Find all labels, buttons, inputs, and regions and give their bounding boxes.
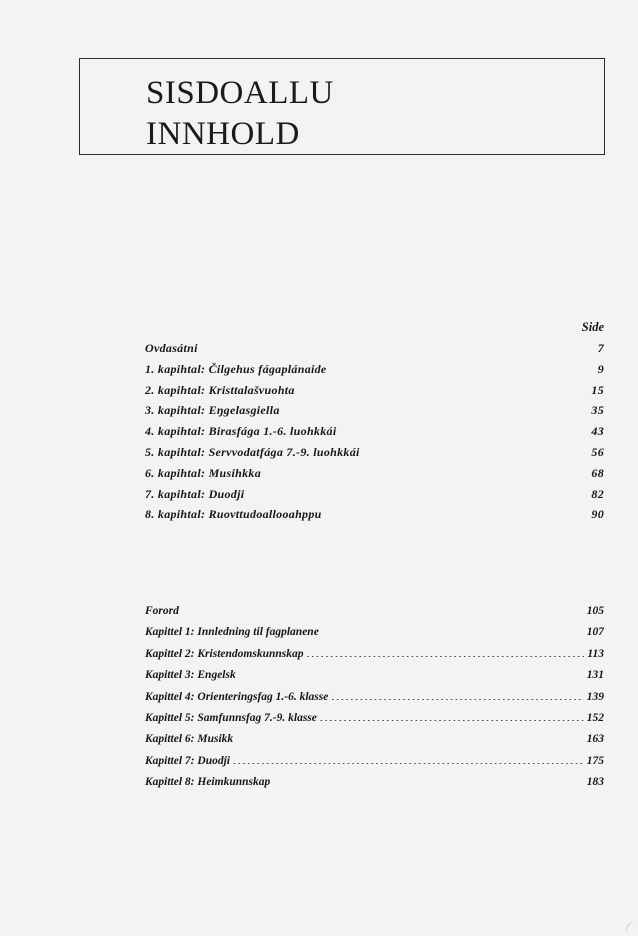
toc-norwegian (145, 601, 604, 794)
toc-entry-page: 35 (591, 403, 604, 418)
toc-entry-page: 113 (587, 647, 604, 660)
toc-entry (145, 665, 604, 686)
toc-entry-title: Ovdasátni (145, 341, 198, 355)
toc-entry-title: Kapittel 8: Heimkunnskap (145, 776, 271, 789)
toc-entry (145, 463, 604, 484)
toc-entry-page: 7 (597, 341, 604, 355)
toc-entry (145, 338, 604, 359)
toc-entry (145, 421, 604, 442)
toc-entry (145, 380, 604, 401)
toc-entry (145, 359, 604, 380)
toc-entry-title: 7. kapihtal: Duodji (145, 486, 245, 501)
title-sami: SISDOALLU (146, 75, 334, 111)
toc-entry-page: 107 (586, 626, 604, 639)
toc-entry-page: 175 (586, 754, 604, 767)
toc-entry-title: 8. kapihtal: Ruovttudoallooahppu (145, 507, 322, 522)
toc-entry-title: Kapittel 1: Innledning til fagplanene (145, 626, 319, 639)
toc-entry-page: 105 (586, 605, 604, 617)
toc-entry-page: 9 (597, 361, 604, 376)
toc-entry (145, 687, 604, 708)
dot-leader (331, 688, 583, 700)
toc-entry-title: Kapittel 2: Kristendomskunnskap (145, 647, 304, 660)
toc-entry-page: 131 (586, 669, 604, 682)
toc-entry (145, 751, 604, 772)
toc-entry (145, 400, 604, 421)
toc-entry-title: 5. kapihtal: Servvodatfága 7.-9. luohkkái (145, 444, 360, 459)
toc-entry-title: Kapittel 6: Musikk (145, 733, 234, 746)
dot-leader (239, 667, 584, 679)
dot-leader (236, 731, 584, 743)
toc-entry-page: 139 (586, 690, 604, 703)
toc-entry (145, 601, 604, 622)
toc-entry-title: Kapittel 7: Duodji (145, 754, 230, 767)
dot-leader (330, 361, 587, 373)
toc-entry (145, 729, 604, 750)
toc-entry (145, 772, 604, 793)
toc-entry-title: 4. kapihtal: Birasfága 1.-6. luohkkái (145, 424, 337, 439)
toc-entry-page: 163 (586, 733, 604, 746)
dot-leader (201, 340, 587, 352)
toc-entry-page: 82 (591, 486, 604, 501)
dot-leader (363, 444, 587, 456)
toc-entry-page: 15 (591, 382, 604, 397)
toc-entry-page: 90 (591, 507, 604, 522)
toc-entry (145, 504, 604, 525)
toc-entry (145, 442, 604, 463)
toc-entry (145, 708, 604, 729)
dot-leader (325, 506, 587, 518)
toc-entry (145, 644, 604, 665)
toc-entry-title: Kapittel 3: Engelsk (145, 669, 236, 682)
toc-entry-title: Kapittel 4: Orienteringsfag 1.-6. klasse (145, 690, 329, 703)
dot-leader (306, 645, 584, 657)
toc-entry-title: Kapittel 5: Samfunnsfag 7.-9. klasse (145, 711, 317, 724)
toc-entry-title: 1. kapihtal: Čilgehus fágaplánaide (145, 361, 327, 376)
title-norwegian: INNHOLD (146, 116, 300, 152)
toc-entry-page: 183 (586, 776, 604, 789)
dot-leader (247, 486, 587, 498)
dot-leader (322, 624, 584, 636)
toc-entry-title: Forord (145, 605, 179, 617)
toc-entry-title: 6. kapihtal: Musihkka (145, 465, 261, 480)
dot-leader (264, 465, 587, 477)
dot-leader (273, 774, 584, 786)
dot-leader (182, 603, 584, 615)
toc-entry (145, 484, 604, 505)
toc-entry (145, 622, 604, 643)
dot-leader (233, 752, 584, 764)
dot-leader (298, 382, 587, 394)
page-corner-mark (626, 921, 638, 933)
dot-leader (339, 423, 587, 435)
page-column-header: Side (581, 320, 604, 334)
toc-entry-page: 152 (586, 711, 604, 724)
toc-sami (145, 316, 604, 525)
dot-leader (283, 402, 587, 414)
dot-leader (320, 709, 584, 721)
toc-entry-page: 43 (591, 424, 604, 439)
toc-entry-page: 56 (591, 444, 604, 459)
title-box (79, 58, 605, 155)
toc-entry-title: 2. kapihtal: Kristtalašvuohta (145, 382, 295, 397)
toc-entry-page: 68 (591, 465, 604, 480)
toc-entry-title: 3. kapihtal: Eŋgelasgiella (145, 403, 280, 418)
